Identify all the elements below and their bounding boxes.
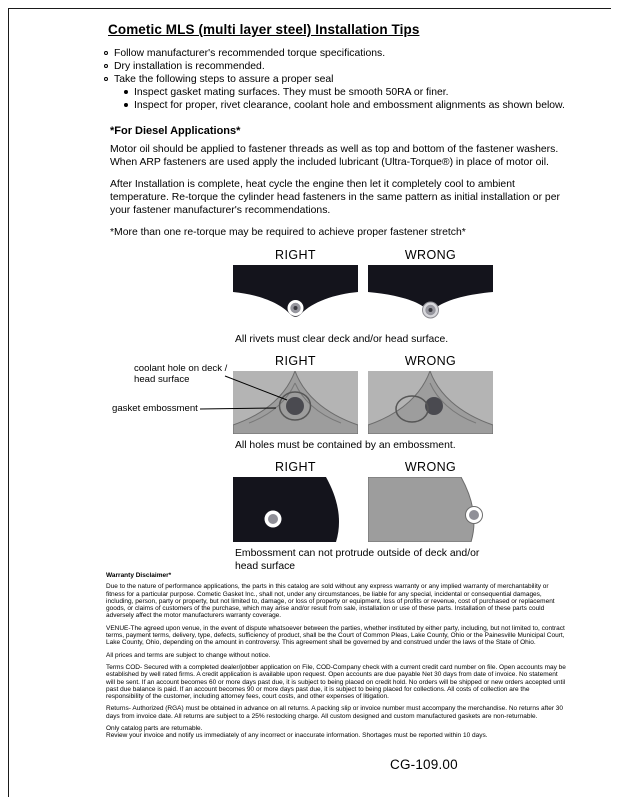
- diesel-heading: *For Diesel Applications*: [110, 125, 241, 137]
- page-top-rule: [8, 8, 611, 9]
- tip-text: Inspect for proper, rivet clearance, coolant hole and embossment alignments as shown below.: [134, 100, 565, 111]
- main-content: [104, 22, 570, 581]
- figure-labels: [233, 354, 570, 369]
- figure-embossment: [104, 460, 570, 573]
- tip-item: [104, 60, 570, 73]
- tip-text: Inspect gasket mating surfaces. They must be smooth 50RA or finer.: [134, 87, 449, 98]
- figure-caption: Embossment can not protrude outside of deck and/or head surface: [235, 548, 480, 572]
- disclaimer-paragraph: Returns- Authorized (RGA) must be obtained in advance on all returns. A packing slip or invoice number must accompany the merchandise. No returns after 30 days from invoice date. All returns are subject to a 25% restocking charge. All custom designed and custom manufactured gaskets are non-returnable.: [106, 705, 564, 720]
- filled-bullet-icon: [124, 103, 128, 107]
- rivet-right-diagram: [233, 265, 358, 328]
- coolant-hole-right-diagram: [233, 371, 358, 434]
- tip-sub-item: [124, 99, 570, 112]
- figure-caption: All rivets must clear deck and/or head surface.: [235, 334, 449, 345]
- filled-bullet-icon: [124, 90, 128, 94]
- document-number: CG-109.00: [390, 757, 458, 772]
- figure-caption: All holes must be contained by an embossment.: [235, 440, 456, 451]
- figure-labels: [233, 248, 570, 263]
- embossment-right-diagram: [233, 477, 358, 542]
- diesel-paragraph-1: Motor oil should be applied to fastener threads as well as top and bottom of the fastener washers. When ARP fasteners are used apply the included lubricant (Ultra-Torque®) in place of motor oil.: [110, 144, 559, 168]
- wrong-label: WRONG: [404, 460, 457, 474]
- figure-coolant-holes: [104, 354, 570, 452]
- figure-rivets: [104, 248, 570, 346]
- tip-item: [104, 73, 570, 86]
- gasket-embossment-callout: gasket embossment: [112, 403, 198, 414]
- figure-panels: [233, 371, 570, 434]
- disclaimer-paragraph: Due to the nature of performance applications, the parts in this catalog are sold without any express warranty or any implied warranty of merchantability or fitness for a particular purpose. Cometic Gasket Inc., shall not, under any circumstances, be liable for any special, incidental or consequential damages, including, person, party or property, but not limited to, damage, or loss of property or equipment, loss of profits or revenue, cost of purchased or replacement goods, or claims of customers of the purchase, which may arise and/or result from sale, installation or use of these parts. Installation of these parts could adversely affect the motor manufacturers warranty coverage.: [106, 583, 555, 620]
- disclaimer-paragraph: Terms COD- Secured with a completed dealer/jobber application on File, COD-Company check with a current credit card number on file. Open accounts may be established by well rated firms. A credit application is available upon request. Open accounts are due payable Net 30 days from date of invoice. No statement will be sent. If an account becomes 60 or more days past due, it is subject to being placed on credit hold. No orders will be shipped or new orders accepted until past due balance is paid. If an account becomes 90 or more days past due, it is subject to being placed for collections. All costs of collection are the responsibility of the customer, including attorney fees, court costs, and other expenses of litigation.: [106, 663, 566, 701]
- figure-panels: [233, 265, 570, 328]
- tip-text: Follow manufacturer's recommended torque specifications.: [114, 48, 386, 59]
- page-title: Cometic MLS (multi layer steel) Installation Tips: [108, 22, 420, 37]
- tip-item: [104, 47, 570, 60]
- open-bullet-icon: [104, 77, 108, 81]
- warranty-disclaimer: [106, 572, 566, 745]
- right-label: RIGHT: [275, 248, 316, 262]
- right-label: RIGHT: [275, 354, 316, 368]
- disclaimer-paragraph: All prices and terms are subject to change without notice.: [106, 651, 271, 659]
- wrong-label: WRONG: [404, 248, 457, 262]
- disclaimer-paragraph: Review your invoice and notify us immediately of any incorrect or inaccurate information. Shortages must be reported within 10 days.: [106, 732, 488, 740]
- figure-panels: [233, 477, 570, 542]
- retorque-note: *More than one re-torque may be required to achieve proper fastener stretch*: [110, 227, 466, 238]
- open-bullet-icon: [104, 64, 108, 68]
- disclaimer-heading: Warranty Disclaimer*: [106, 572, 172, 579]
- coolant-hole-callout: coolant hole on deck / head surface: [134, 363, 228, 385]
- tip-text: Take the following steps to assure a proper seal: [114, 74, 334, 85]
- diesel-paragraph-2: After Installation is complete, heat cycle the engine then let it completely cool to ambient temperature. Re-torque the cylinder head fasteners in the same pattern as initial installation or per your fastener manufacturer's recommendations.: [110, 179, 560, 216]
- tip-text: Dry installation is recommended.: [114, 61, 265, 72]
- rivet-wrong-diagram: [368, 265, 493, 328]
- tip-sub-item: [124, 86, 570, 99]
- coolant-hole-wrong-diagram: [368, 371, 493, 434]
- embossment-wrong-diagram: [368, 477, 493, 542]
- wrong-label: WRONG: [404, 354, 457, 368]
- open-bullet-icon: [104, 51, 108, 55]
- disclaimer-paragraph: Only catalog parts are returnable.: [106, 725, 203, 733]
- right-label: RIGHT: [275, 460, 316, 474]
- disclaimer-paragraph: VENUE-The agreed upon venue, in the event of dispute whatsoever between the parties, whether instituted by either party, including, but not limited to, contract terms, payment terms, delivery, type, defects, sufficiency of product, shall be the Court of Common Pleas, Lake County, Ohio or the Painesville Municipal Court, Lake County, Ohio, depending on the amount in controversy. This agreement shall be governed by and construed under the laws of the State of Ohio.: [106, 624, 565, 647]
- figure-labels: [233, 460, 570, 475]
- page-left-rule: [8, 8, 9, 797]
